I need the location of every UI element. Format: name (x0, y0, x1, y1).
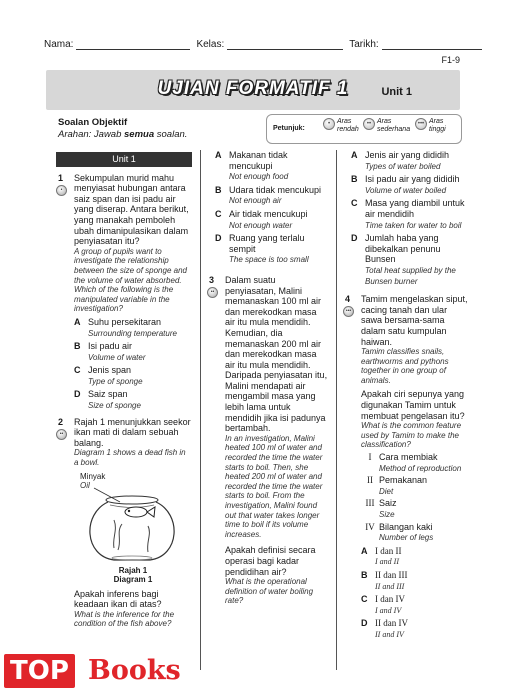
option-text-en: II and IV (375, 629, 404, 639)
title-banner (46, 70, 460, 110)
question-1 (56, 173, 192, 411)
option-letter: D (215, 233, 222, 244)
level-high-icon: ••• (343, 306, 354, 317)
level-high-icon: ••• (415, 118, 427, 130)
legend-rendah-l1: Aras (337, 118, 352, 125)
option-letter: D (361, 618, 368, 629)
option-text: Makanan tidak mencukupi (229, 150, 288, 171)
option-text-en: Types of water boiled (365, 161, 441, 171)
question-3-option-d[interactable] (351, 233, 468, 286)
option-text-en: Size of sponge (88, 401, 141, 411)
statement-text-en: Size (379, 510, 395, 519)
statement-numeral: III (365, 498, 375, 509)
instruction-bold: semua (124, 129, 155, 140)
page-code: F1-9 (441, 55, 460, 65)
legend-sederhana-l1: Aras (377, 118, 392, 125)
question-4-text: Tamim mengelaskan siput, cacing tanah dan ular sawa bersama-sama dalam satu kumpulan haiwan. (361, 294, 468, 347)
figure-caption-ms: Rajah 1 (118, 565, 148, 575)
statement-text: Pemakanan (379, 475, 428, 486)
option-text: I dan II (375, 545, 402, 556)
option-text: Udara tidak mencukupi (229, 184, 322, 195)
level-medium-icon: •• (207, 287, 218, 298)
question-3-number: 3 (209, 274, 215, 285)
kelas-blank (227, 39, 343, 50)
option-text: II dan III (375, 569, 408, 580)
option-text-en: II and III (375, 581, 405, 591)
option-text-en: Type of sponge (88, 376, 143, 386)
option-letter: B (74, 341, 81, 352)
option-text-en: The space is too small (229, 255, 309, 265)
kelas-label: Kelas: (196, 39, 225, 50)
option-text-en: Surrounding temperature (88, 328, 177, 338)
option-letter: C (74, 365, 81, 376)
question-3-text: Dalam suatu penyiasatan, Malini memanaskan 100 ml air dan merekodkan masa air itu mula mendidih. Kemudian, dia memanaskan 200 ml air dan merekodkan masa air itu mula mendidih. Daripada penyiasatan itu, Malini mendapati air mengambil masa yang lebih lama untuk mendidih jika isi padunya bertambah. (225, 274, 328, 434)
option-letter: C (215, 208, 222, 219)
question-4-number: 4 (345, 294, 351, 305)
banner-unit: Unit 1 (381, 86, 412, 98)
legend-sederhana-l2: sederhana (377, 126, 411, 133)
instruction-prefix: Arahan: Jawab (58, 129, 125, 140)
question-2-number: 2 (58, 416, 64, 427)
question-2-option-b[interactable] (215, 185, 328, 206)
logo-top: TOP (4, 654, 75, 688)
question-1-text: Sekumpulan murid mahu menyiasat hubungan antara saiz span dan isi padu air yang diserap. Antara berikut, yang manakah pemboleh ubah dimanipulasikan dalam penyiasatan itu? (74, 172, 189, 247)
statement-i (361, 452, 468, 473)
question-1-option-c[interactable] (74, 365, 192, 386)
question-2 (56, 417, 192, 629)
statement-iv (361, 522, 468, 543)
question-4-option-c[interactable] (361, 594, 468, 615)
question-2-option-a[interactable] (215, 150, 328, 182)
option-text: Ruang yang terlalu sempit (229, 233, 305, 254)
level-low-icon: • (323, 118, 335, 130)
option-letter: D (351, 233, 358, 244)
banner-title: UJIAN FORMATIF 1 (157, 78, 349, 99)
question-4-question: Apakah ciri sepunya yang digunakan Tamim untuk membuat pengelasan itu? (361, 389, 465, 421)
question-3-option-a[interactable] (351, 150, 468, 171)
figure-label (80, 472, 105, 491)
legend-item-sederhana (363, 118, 410, 134)
unit-heading: Unit 1 (56, 152, 192, 167)
statement-text: Bilangan kaki (379, 521, 433, 532)
legend-tinggi-l1: Aras (429, 118, 444, 125)
question-2-option-c[interactable] (215, 209, 328, 230)
question-2-question-en: What is the inference for the condition of the fish above? (74, 609, 175, 629)
question-1-number: 1 (58, 172, 64, 183)
legend-item-tinggi (415, 118, 446, 134)
legend-item-rendah (323, 118, 359, 134)
option-text: Air tidak mencukupi (229, 208, 308, 219)
figure-fish-bowl (74, 472, 192, 564)
option-text-en: Volume of water boiled (365, 185, 447, 195)
option-text: II dan IV (375, 618, 408, 629)
option-letter: B (361, 569, 368, 580)
option-text: Isi padu air (88, 341, 133, 352)
level-medium-icon: •• (56, 429, 67, 440)
section-title: Soalan Objektif (58, 117, 128, 128)
option-text-en: Total heat supplied by the Bunsen burner (365, 265, 456, 286)
legend-rendah-l2: rendah (337, 126, 359, 133)
column-2 (200, 150, 328, 670)
statement-text: Cara membiak (379, 452, 438, 463)
question-2-option-d[interactable] (215, 233, 328, 265)
statement-text-en: Number of legs (379, 533, 434, 543)
legend-label: Petunjuk: (273, 125, 305, 132)
statement-iii (361, 498, 468, 519)
option-letter: B (215, 184, 222, 195)
question-3-option-b[interactable] (351, 174, 468, 195)
level-medium-icon: •• (363, 118, 375, 130)
tarikh-label: Tarikh: (349, 39, 379, 50)
student-info-row (44, 36, 462, 50)
option-text-en: Volume of water (88, 352, 146, 362)
option-text-en: Not enough water (229, 220, 293, 230)
question-1-option-b[interactable] (74, 341, 192, 362)
statement-text: Saiz (379, 498, 397, 509)
legend-tinggi-l2: tinggi (429, 126, 446, 133)
figure-label-ms: Minyak (80, 471, 106, 481)
question-2-text-en: Diagram 1 shows a dead fish in a bowl. (74, 448, 186, 468)
question-4 (343, 294, 468, 639)
option-text-en: Time taken for water to boil (365, 220, 462, 230)
question-3-text-en: In an investigation, Malini heated 100 ml of water and recorded the time the water starts to boil. Then, she heated 200 ml of water and recorded the time the water starts to boil. From the investigation, Malini found out that water takes longer time to boil if its volume increases. (225, 433, 323, 539)
question-3-question-en: What is the operational definition of water boiling rate? (225, 577, 314, 606)
nama-field (44, 36, 190, 50)
tarikh-blank (382, 39, 482, 50)
option-text: Saiz span (88, 389, 128, 400)
statement-numeral: II (367, 475, 373, 486)
option-text: Jumlah haba yang dibekalkan penunu Bunsen (365, 233, 441, 265)
column-1 (56, 150, 192, 635)
option-letter: B (351, 174, 358, 185)
figure-label-en: Oil (80, 480, 90, 490)
question-4-option-d[interactable] (361, 618, 468, 639)
nama-blank (76, 39, 190, 50)
option-text-en: Not enough food (229, 172, 289, 182)
topbooks-logo (4, 648, 181, 696)
question-1-option-d[interactable] (74, 389, 192, 410)
option-letter: A (74, 316, 81, 327)
option-letter: A (351, 150, 358, 160)
figure-caption-en: Diagram 1 (113, 575, 153, 585)
question-3-options (343, 150, 468, 286)
question-4-option-a[interactable] (361, 546, 468, 567)
section-instruction (58, 129, 187, 140)
question-3-question: Apakah definisi secara operasi bagi kadar pendidihan air? (225, 545, 316, 577)
option-text-en: I and II (375, 557, 399, 567)
question-4-option-b[interactable] (361, 570, 468, 591)
question-4-question-en: What is the common feature used by Tamim to make the classification? (361, 421, 462, 450)
column-3 (336, 150, 468, 670)
question-2-text: Rajah 1 menunjukkan seekor ikan mati di dalam sebuah balang. (74, 416, 191, 448)
logo-books: Books (88, 655, 181, 686)
tarikh-field (349, 36, 481, 50)
option-text-en: Not enough air (229, 196, 282, 206)
question-2-question: Apakah inferens bagi keadaan ikan di atas? (74, 588, 162, 610)
option-text: Isi padu air yang dididih (365, 174, 460, 185)
option-letter: C (361, 594, 368, 605)
question-3 (207, 275, 328, 606)
option-letter: A (361, 545, 368, 556)
statement-numeral: IV (365, 521, 375, 532)
option-text: I dan IV (375, 594, 405, 605)
statement-text-en: Method of reproduction (379, 463, 462, 473)
difficulty-legend (266, 114, 462, 144)
question-1-text-en: A group of pupils want to investigate the relationship between the size of sponge and the volume of water absorbed. Which of the following is the manipulated variable in the investigation? (74, 246, 187, 314)
question-2-options (207, 150, 328, 265)
figure-caption (74, 566, 192, 585)
question-3-option-c[interactable] (351, 198, 468, 230)
option-text: Jenis air yang dididih (365, 150, 450, 160)
option-text: Suhu persekitaran (88, 316, 162, 327)
option-letter: C (351, 198, 358, 209)
option-letter: A (215, 150, 222, 160)
statement-text-en: Diet (379, 486, 394, 496)
option-text: Masa yang diambil untuk air mendidih (365, 198, 465, 219)
option-letter: D (74, 389, 81, 400)
option-text-en: I and IV (375, 605, 402, 615)
level-low-icon: • (56, 185, 67, 196)
statement-numeral: I (368, 452, 372, 463)
option-text: Jenis span (88, 365, 132, 376)
statement-ii (361, 475, 468, 496)
instruction-suffix: soalan. (154, 129, 188, 140)
kelas-field (196, 36, 343, 50)
nama-label: Nama: (44, 39, 74, 50)
question-1-option-a[interactable] (74, 317, 192, 338)
question-4-text-en: Tamim classifies snails, earthworms and pythons together in one group of animals. (361, 347, 449, 385)
